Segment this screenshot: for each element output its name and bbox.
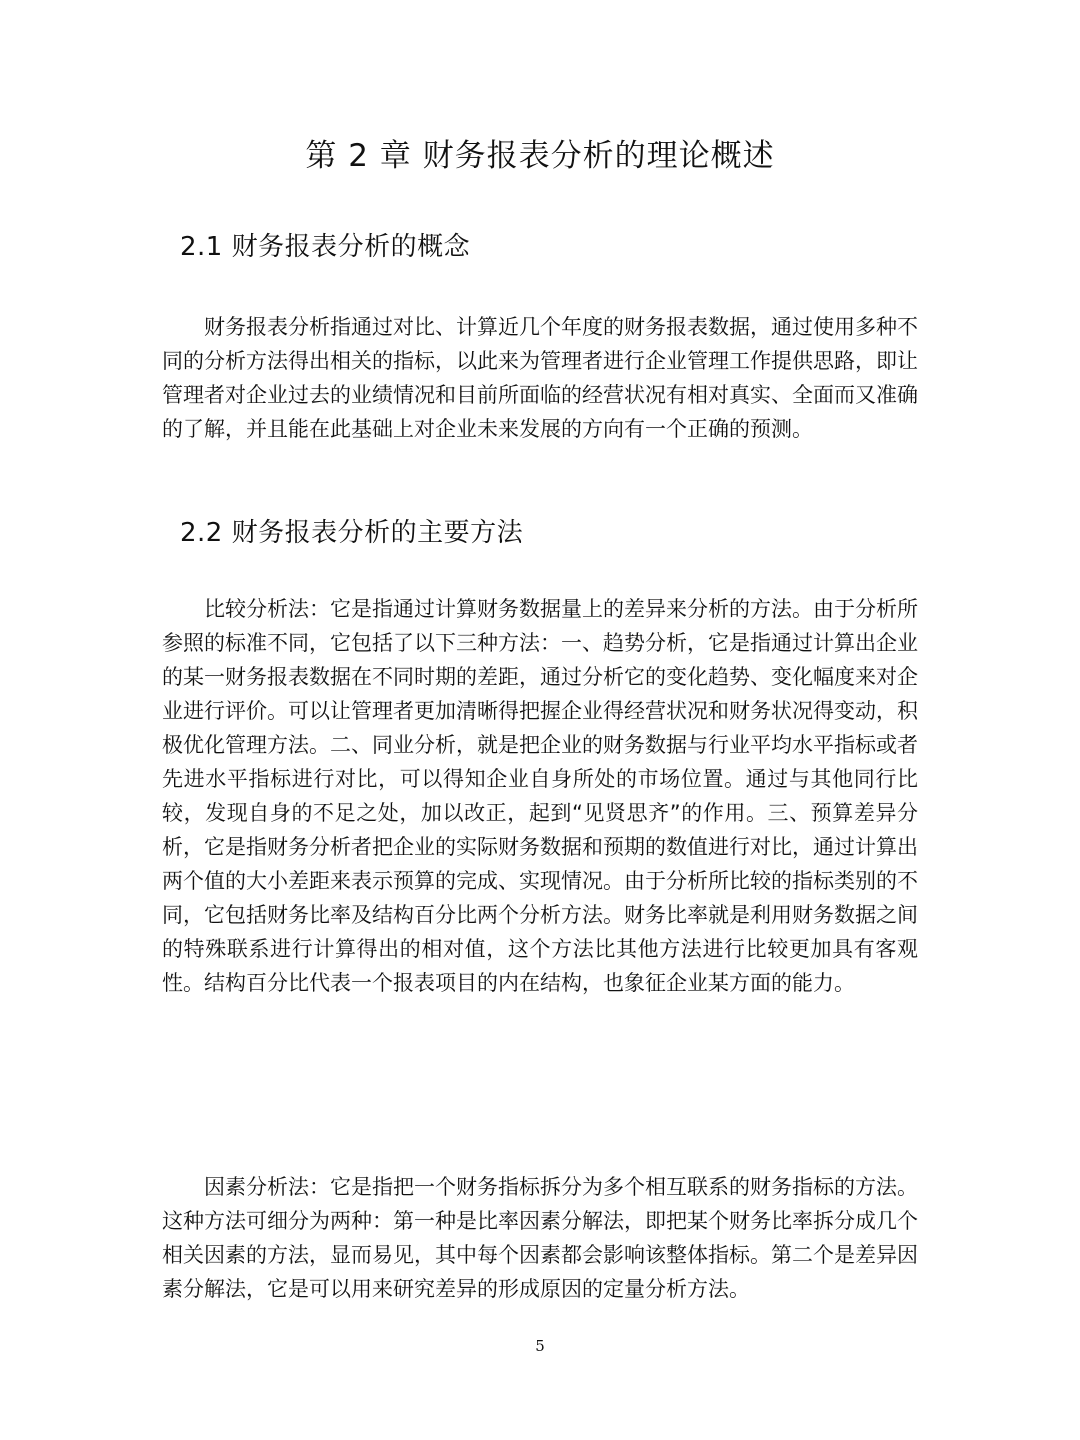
section-heading-2-2: 2.2 财务报表分析的主要方法 [180, 518, 524, 548]
chapter-title: 第 2 章 财务报表分析的理论概述 [305, 138, 775, 174]
page-number: 5 [535, 1337, 545, 1355]
paragraph-factor-analysis: 因素分析法：它是指把一个财务指标拆分为多个相互联系的财务指标的方法。这种方法可细分为两种：第一种是比率因素分解法，即把某个财务比率拆分成几个相关因素的方法，显而易见，其中每个因素都会影响该整体指标。第二个是差异因素分解法，它是可以用来研究差异的形成原因的定量分析方法。 [162, 1175, 918, 1301]
paragraph-comparison-analysis: 比较分析法：它是指通过计算财务数据量上的差异来分析的方法。由于分析所参照的标准不同，它包括了以下三种方法：一、趋势分析，它是指通过计算出企业的某一财务报表数据在不同时期的差距，通过分析它的变化趋势、变化幅度来对企业进行评价。可以让管理者更加清晰得把握企业得经营状况和财务状况得变动，积极优化管理方法。二、同业分析，就是把企业的财务数据与行业平均水平指标或者先进水平指标进行对比，可以得知企业自身所处的市场位置。通过与其他同行比较，发现自身的不足之处，加以改正，起到“见贤思齐”的作用。三、预算差异分析，它是指财务分析者把企业的实际财务数据和预期的数值进行对比，通过计算出两个值的大小差距来表示预算的完成、实现情况。由于分析所比较的指标类别的不同，它包括财务比率及结构百分比两个分析方法。财务比率就是利用财务数据之间的特殊联系进行计算得出的相对值，这个方法比其他方法进行比较更加具有客观性。结构百分比代表一个报表项目的内在结构，也象征企业某方面的能力。 [162, 597, 918, 995]
section-heading-2-1: 2.1 财务报表分析的概念 [180, 232, 471, 262]
paragraph-concept: 财务报表分析指通过对比、计算近几个年度的财务报表数据，通过使用多种不同的分析方法得出相关的指标，以此来为管理者进行企业管理工作提供思路，即让管理者对企业过去的业绩情况和目前所面临的经营状况有相对真实、全面而又准确的了解，并且能在此基础上对企业未来发展的方向有一个正确的预测。 [162, 315, 918, 441]
